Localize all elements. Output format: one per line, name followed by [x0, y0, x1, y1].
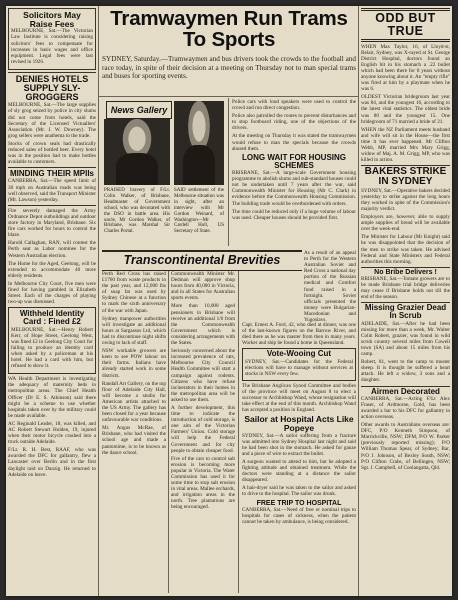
left-misc-p1: WA Health Department is investigating the adequacy of maternity beds in metropolitan areas. The Chief Health Officer (Dr E. S. Atkinson) said there might be a scheme to use whether hospitals taken over by the military could be made available. [8, 376, 96, 419]
nobribe-story: BRISBANE, Sat.—Tomato growers are to be made Brisbane trial bridge deliveries may cease if Brisbane holds out till the end of the season. [361, 275, 450, 301]
main-headline: Tramwaymen Run Trams To Sports [110, 7, 348, 51]
sailor-story-p1: SYDNEY, Sat.—A sailor suffering from a fracture was admitted into Sydney Hospital last night and said he had been shot in the stomach. He asked for gauze and a piece of wire to extract the bullet. [242, 432, 356, 457]
caption-right: SAID settlement of the Melbourne situation was in sight, after an interview with Mr Gordon Weinard, of Washington—Mr Cardell Hull, US Secretary of State. [174, 188, 224, 235]
portrait-image-left [104, 119, 170, 185]
airmen-article [361, 386, 450, 471]
bakers-article [361, 165, 450, 265]
odd-story-2: OLDEST Victorian bridegroom last year was 84, and the youngest 16, according to the latest vital statistics. The oldest bride was 80 and the youngest 15. One bridegroom of 71 married a bride of 21. [361, 94, 450, 125]
main-lead-block [102, 55, 356, 95]
solicitors-box [8, 8, 96, 70]
main-story-p1: Police cars with loud speakers were used to control the crowd and run direct congestion. [232, 99, 356, 112]
hotels-story-p2: Stocks of crown seals had drastically reduced sales of bottled beer. Every hotel was in the position had to make bottles available to customers. [8, 140, 96, 166]
airmen-story-p1: CANBERRA, Sat.—Acting F/Lt Alex Fraser, of Ardmorne, Gold, has been awarded a bar to his DFC for gallantry in action overseas. [361, 395, 450, 420]
fire-story-p1: Fire severely damaged the Army Ordnance Depot outbuildings and outdoor store factory in Maryland, Brisbane. Six fire cars worked for hours to control the blaze. [8, 207, 96, 239]
column-rule [358, 6, 359, 596]
hotels-headline: DENIES HOTELS SUPPLY SLY-GROGGERS [15, 73, 89, 103]
main-headline-block [102, 8, 356, 56]
vote-box [242, 348, 356, 380]
brevity-4: Randall Art Gallery, on the top floor of Adelaide City Hall, will become a studio for American artists attached to the US Army. The gallery has been closed for a year because unfavourable war conditions. [102, 380, 166, 424]
housing-headline: LONG WAIT FOR HOUSING SCHEMES [242, 152, 346, 170]
airmen-story-p2: Other awards to Australians overseas are: DFC, P/O Kenneth Simpson, of Marrickville, NSW; DFM, P/O W. Parker (previously reported missing); P/O William Thomas Spear, of Sydney; Bar, P/O J. Johnson, of Bexley South, NSW; P/O Clifton Crabs, of Bellingen, NSW; Sgt. J. Campbell, of Coolangatta, Qld. [361, 422, 450, 471]
brevity-5: Mr. Angus McRae, of Brisbane, who had visited the school age and made a pantomime, is to be known as the dance school. [102, 425, 166, 456]
news-gallery-label: News Gallery [110, 105, 168, 115]
mph-story: CANBERRA, Sat.—The speed limit of 30 mph on Australian roads was being well observed, said the Transport Minister (Mr. Lawson) yesterday. [8, 178, 96, 203]
column-rule [228, 98, 229, 246]
sailor-headline: Sailor at Hospital Acts Like Popeye [244, 414, 354, 433]
odd-but-true-headline: ODD BUT TRUE [375, 11, 436, 38]
withheld-story: MELBOURNE, Sat.—Henry Robert Kerr, of Hope Street, Geelong West, was fined £2 in Geelong City Court for failing to produce an identity card when asked by a policeman at his hotel. He had a card with him, but refused to show it. [11, 326, 93, 370]
vote-story-p2: The Brisbane Anglican Synod Committee and bodies of the province will meet on August 8 to elect a successor to Archbishop Wand, whose resignation will take effect at the end of this month. Archbishop Wand has accepted a position in England. [242, 382, 356, 414]
bakers-story-p1: SYDNEY, Sat.—Operative bakers decided yesterday to strike against the long hours they worked in spite of the Commission's majority verdict. [361, 187, 450, 212]
bakers-headline: BAKERS STRIKE IN SYDNEY [364, 166, 447, 188]
result-story-p2: Capt. Ernest A. Ford, 42, who died at dinner, was one of the last-known figures on the Barrow River, and died there as he was master from then in many years. Worker and ship he found a home in Queensland. [242, 322, 356, 347]
brevities-headline: Transcontinental Brevities [123, 253, 281, 267]
odd-but-true-banner [361, 8, 450, 42]
nobribe-headline: No Bribe Delivers ! [374, 268, 437, 276]
right-column [361, 8, 450, 594]
airmen-headline: Airmen Decorated [371, 386, 440, 396]
left-misc-p2: AC Reginald Leader, 18, was killed, and AC Robert Stewart Holden, 19, injured when their motor bicycle crashed into a truck outside Adelaide. [8, 420, 96, 446]
brevities-column-1 [102, 271, 166, 593]
right-middle-column [242, 322, 356, 594]
sailor-story-p2: A surgeon wanted to attend to him, but he adopted a fighting attitude and obtained treatment. While the doctors were standing at a distance the sailor disappeared. [242, 458, 356, 484]
main-lead: SYDNEY, Saturday.—Tramwaymen and bus drivers took the crowds to the football and race today, in spite of their decision at a meeting on Thursday not to man special trams and buses for sporting events. [102, 55, 356, 81]
mph-article [8, 167, 96, 203]
brevity-10: Five of the cars to control salt erosion is becoming more popular in Victoria. The Water Commission has used it for some time to stop salt erosion in vital areas. Mallee orchards, and irrigation areas in the north. Tree plantations are being encouraged. [171, 455, 235, 511]
withheld-headline: Withheld Identity Card : Fined £2 [19, 309, 85, 327]
odd-story-3: WHEN the NZ Parliament meets husband and wife will sit in the House—the first time it has ever happened. Mr Clifton Webb, MP, married Mrs Mary Grigg, widow of Maj. A. M. Grigg, MP, who was killed in action. [361, 126, 450, 164]
news-gallery-label-box [106, 101, 172, 119]
caption-left: PRAISED bravery of F/Lt. Colin Walker, of Brisbane, Headmaster of Government school, who was decorated with the DSO in battle area. His uncle, Mr Gordon Walker, of Brisbane, was Marshal Sir Charles Portal. [104, 188, 170, 235]
brevity-3: NSW workable growers are keen to see POW labour on their farms. Italians have already started work in some districts. [102, 348, 166, 379]
column-rule [168, 271, 169, 593]
fire-story-p4: In Melbourne City Court, five men were fined for having gambled in Elizabeth Street. Each of the charges of playing two-up was dismissed. [8, 280, 96, 306]
section-rule [99, 96, 358, 97]
bakers-story-p2: Employers are, however, able to supply ample supplies of bread will be available over the week-end. [361, 214, 450, 233]
vote-headline: Vote-Wooing Cut [266, 349, 332, 359]
brevity-9: A further development, this time to indicate the introduction of cold storage, is one aim of the Victorian Farmers' Union. Cold storage will help the Federal Government and for city people to obtain cheaper food. [171, 404, 235, 454]
vote-story-p1: SYDNEY, Sat.—Candidates for the Federal elections will have to manage without services at stocks in NSW every few. [245, 358, 353, 377]
housing-story-p2: The time could be reduced only if a huge volume of labour was used. Cheaper houses should be provided first. [232, 208, 356, 221]
freetrip-headline: FREE TRIP TO HOSPITAL [256, 499, 342, 507]
brevities-header [102, 250, 302, 271]
portrait-image-right [174, 101, 224, 185]
grazier-story-p2: Robert, 81, went to the camp to muster sheep. It is thought he suffered a heart attack. He left a widow, 3 sons and a daughter. [361, 359, 450, 384]
column-rule [98, 6, 99, 596]
brevity-2: Sydney manpower authorities will investigate an additional hours at Sargassos Ltd, which had to discontinue night shifts owing to lack of staff. [102, 315, 166, 347]
hotels-story-p1: MELBOURNE, Sat.—The large supplies of sly grog seized by police in city slums did not come from hotels, said the Secretary of the Licensed Victuallers' Association (Mr. J. W. Downey). The grog sellers were anathema to the trade. [8, 102, 96, 139]
sailor-story-p3: A hair-dryer said he was taken to the sailor and asked to drive to the hospital. The sailor was drunk. [242, 485, 356, 498]
fire-story-p2: Harold Callaghan, RAN, will contest the Perth seat as Labor nominee for the Western Australian election. [8, 240, 96, 259]
grazier-headline: Missing Grazier Dead In Scrub [364, 303, 447, 321]
newspaper-page [6, 6, 452, 596]
nobribe-article [361, 267, 450, 301]
main-story-continued [232, 99, 356, 247]
solicitors-headline: Solicitors May Raise Fees [23, 10, 81, 29]
hotels-article [8, 72, 96, 165]
brevities-column-2 [171, 271, 235, 593]
fire-article [8, 205, 96, 305]
left-column [8, 8, 96, 594]
portrait-photo-left [104, 119, 170, 185]
main-story-p3: At the meeting on Thursday it was stated the tramwaymen would refuse to man the specials because the crowds abused them. [232, 133, 356, 152]
brevity-8: Seriously concerned about the increased prevalence of rats, Melbourne City Council Health Committee will start a campaign against rodents. Citizens who have refuse incinerators in their homes in the metropolitan area will be asked to use them. [171, 348, 235, 403]
withheld-box [8, 307, 96, 374]
grazier-article [361, 302, 450, 383]
mph-headline: MINDING THEIR MPIIs [9, 169, 94, 179]
fire-story-p3: The Home for the Aged, Geelong, will be extended to accommodate 40 more elderly residents. [8, 260, 96, 279]
grazier-story-p1: ADELAIDE, Sat.—After he had been missing for more than a week, Mr. Walter Colin Robert, grazier, was found in wild scrub country several miles from Cowell town (SA) and about 15 miles from his camp. [361, 320, 450, 358]
portrait-photo-right [174, 101, 224, 185]
column-rule [238, 271, 239, 593]
solicitors-story: MELBOURNE, Sat.—The Victorian Law Institute is considering raising solicitors' fees to compensate for increases in basic wages and office equipment. Legal fees were last revised in 1926. [11, 28, 93, 65]
brevity-7: More than 10,000 aged pensioners in Brisbane will receive an additional 1/6 from the Commonwealth Government which is considering arrangements with the States. [171, 303, 235, 347]
left-misc-p3: F/Lt. R. H. Best, RAAF, who was awarded the DFC for gallantry, flew a Lancaster over Berlin and in the first daylight raid on Danzig. He returned to Adelaide on leave. [8, 447, 96, 478]
freetrip-story: CANBERRA, Sat.—Need of free or nominal trips to hospitals for cases of sickness, when the patient cannot be taken by ambulance, is being considered. [242, 506, 356, 525]
brevity-1: Perth Red Cross has raised £1760 from waste products in the past year, and 12,000 lbs of soap fat was used by Sydney Chinese at a function to mark the sixth anniversary of the war with Japan. [102, 271, 166, 314]
housing-story-p1: BRISBANE, Sat.—A large-scale Government housing programme to abolish slums and sub-standard houses could not be undertaken until 7 years after the war, said Commonwealth Minister for Housing (Mr C. Clark) in evidence before the Commonwealth Housing Commission. The building trade would be overburdened with orders. [232, 170, 356, 207]
result-story-p1: As a result of an appeal to Perth for the Western Australian Soviet and Red Cross a national day portion of the Russian medical and Comfort fund raised in a fortnight. Soviet officials presented the money were Bulgarian-Macedonian and Yugoslavs. [304, 250, 356, 324]
brevity-6: Commonwealth Minister Mr. Dedman will approve shop hours from 40,000 in Victoria, and in all States for Australian sports events. [171, 271, 235, 302]
news-gallery [102, 99, 226, 245]
result-article [304, 250, 356, 324]
odd-story-1: WHEN Max Taylor, 16, of Lloyd-st, Belair, Sydney, was X-rayed at St. George District Hospital, doctors found an English bit in his stomach a .22 bullet which had been there for 8 years without anyone knowing about it. An "empty rifle" was fired at him by a playmate when he was 6. [361, 43, 450, 93]
main-story-p2: Police also patrolled the routes to prevent disturbances and to stop footboard riding, one of the objections of the drivers. [232, 113, 356, 132]
left-misc-article [8, 376, 96, 478]
bakers-story-p3: The Minister for Labour (Mr Knight) said he was disappointed that the decision of the men to strike was taken. He advised Federal and State Ministers and Federal authorities this morning. [361, 234, 450, 265]
